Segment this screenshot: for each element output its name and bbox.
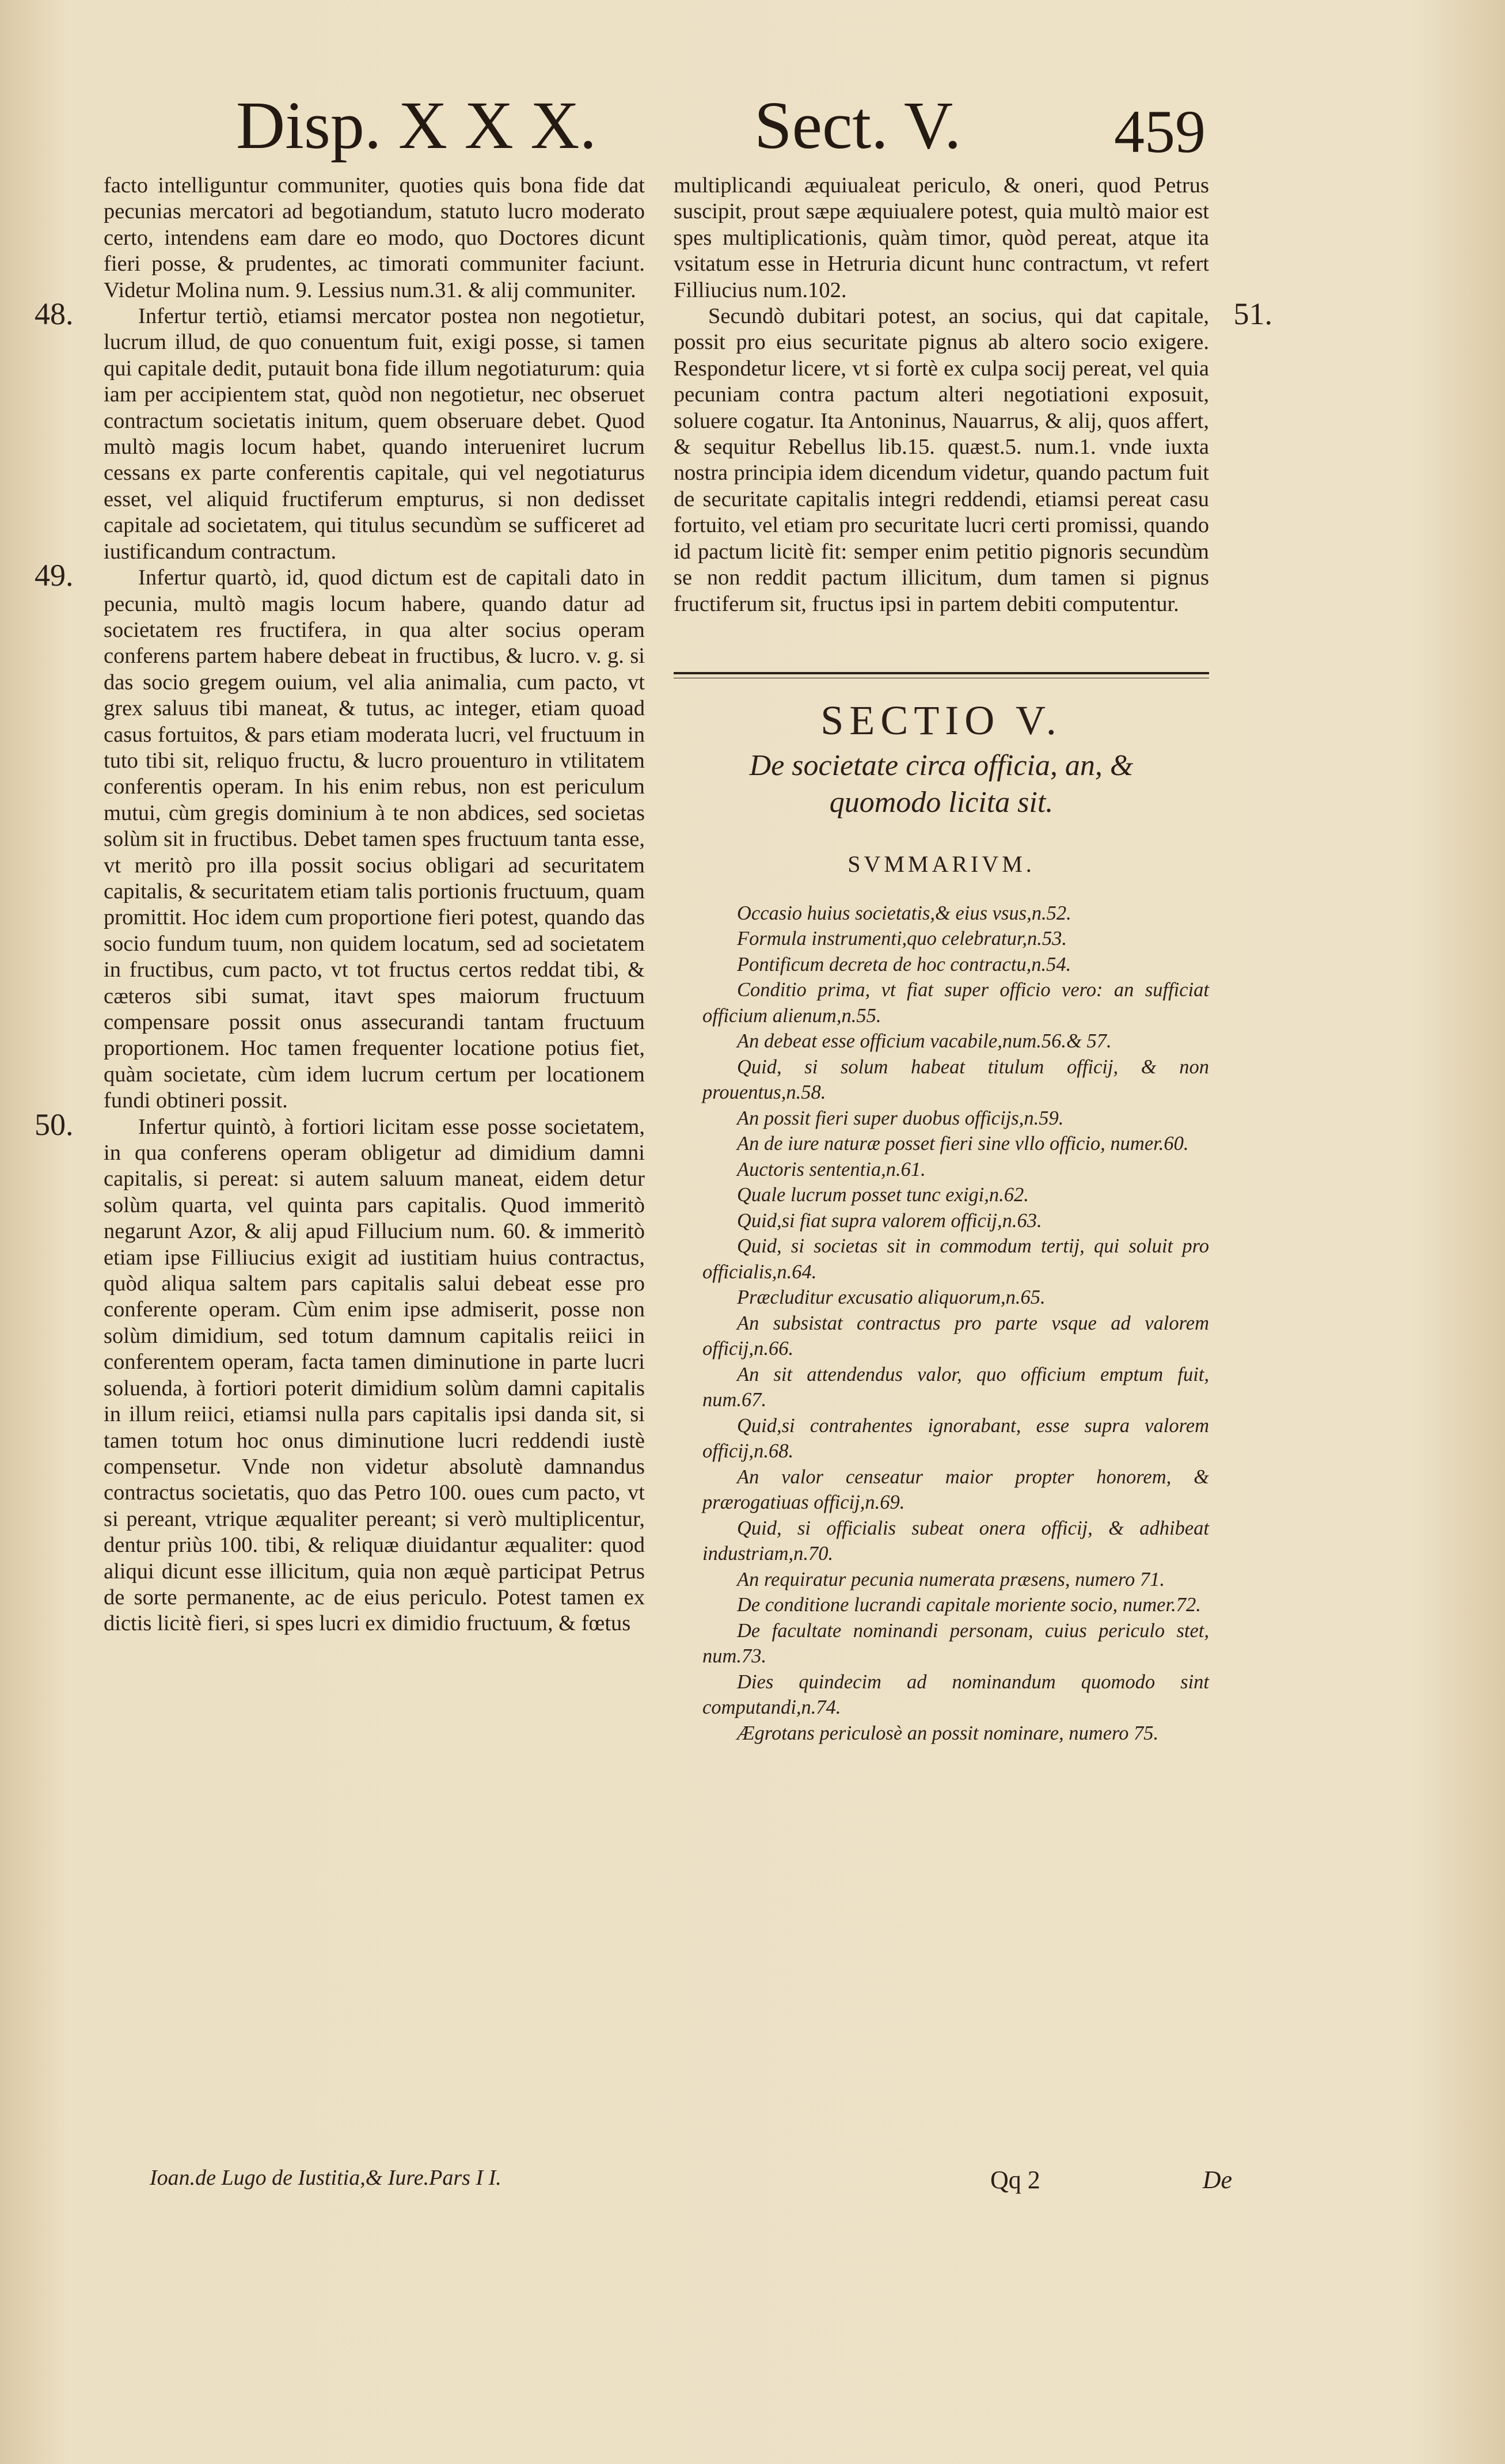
running-head-disputation: Disp. X X X.: [236, 88, 597, 163]
summary-item: Conditio prima, vt fiat super officio vero: an sufficiat officium alienum,n.55.: [702, 979, 1209, 1027]
margin-number: 50.: [35, 1107, 74, 1142]
margin-number: 51.: [1233, 297, 1272, 332]
margin-number: 49.: [35, 558, 74, 593]
summary-item: An valor censeatur maior propter honorem, & prærogatiuas officij,n.69.: [702, 1466, 1209, 1514]
running-head: [0, 86, 1505, 173]
summary-item: Quid, si solum habeat titulum officij, & non prouentus,n.58.: [702, 1056, 1209, 1104]
summary-item: Quale lucrum posset tunc exigi,n.62.: [737, 1184, 1029, 1206]
summary-item: An possit fieri super duobus officijs,n.59.: [737, 1107, 1064, 1129]
paragraph-text: Infertur tertiò, etiamsi mercator postea non negotietur, lucrum illud, de quo conuentum fuit, exigi posse, si tamen qui capitale dedit, putauit bona fide illum negotiaturum: quia iam per accipientem stat, quòd non negotietur, nec obseruet contractum societatis initum, quem obseruare debet. Quod multò magis locum habet, quando interueniret lucrum cessans ex parte conferentis capitale, qui vel negotiaturus esset, vel aliquid fructiferum empturus, si non dedisset capitale ad societatem, qui titulus secundùm se sufficeret ad iustificandum contractum.: [104, 304, 645, 564]
paragraph-49: [35, 558, 645, 1114]
summary-item: Præcluditur excusatio aliquorum,n.65.: [737, 1286, 1046, 1309]
summary-item: An requiratur pecunia numerata præsens, numero 71.: [737, 1568, 1165, 1590]
summary-heading: SVMMARIVM.: [847, 851, 1035, 878]
paragraph-51: [674, 297, 1272, 617]
paragraph-text: facto intelliguntur communiter, quoties quis bona fide dat pecunias mercatori ad begotiandum, statuto lucro moderato certo, intendens eam dare eo modo, quo Doctores dicunt fieri posse, & prudentes, ac timorati communiter faciunt. Videtur Molina num. 9. Lessius num.31. & alij communiter.: [104, 173, 645, 302]
summary-item: An sit attendendus valor, quo officium emptum fuit, num.67.: [702, 1363, 1209, 1411]
summary-item: De facultate nominandi personam, cuius periculo stet, num.73.: [702, 1619, 1209, 1668]
paragraph-text: multiplicandi æquiualeat periculo, & oneri, quod Petrus suscipit, prout sæpe æquiualere potest, quia multò maior est spes multiplicationis, quàm timor, quòd pereat, atque ita vsitatum esse in Hetruria dicunt hunc contractum, vt refert Filliucius num.102.: [674, 173, 1209, 302]
paragraph-text: Secundò dubitari potest, an socius, qui dat capitale, possit pro eius securitate pignus ab altero socio exigere. Respondetur licere, vt si fortè ex culpa socij pereat, vel quia pecuniam contra pactum alteri negotiationi exposuit, soluere cogatur. Ita Antoninus, Nauarrus, & alij, quos affert, & sequitur Rebellus lib.15. quæst.5. num.1. vnde iuxta nostra principia idem dicendum videtur, quando pactum fuit de securitate capitalis integri reddendi, etiamsi pereat casu fortuito, vel etiam pro securitate lucri certi promissi, quando id pactum licitè fit: semper enim petitio pignoris secundùm se non reddit pactum illicitum, dum tamen si pignus fructiferum sit, fructus ipsi in partem debiti computentur.: [674, 304, 1209, 616]
paragraph-text: Infertur quartò, id, quod dictum est de capitali dato in pecunia, multò magis locum habere, quando datur ad societatem res fructifera, in qua alter socius operam conferens partem habere debeat in fructibus, & lucro. v. g. si das socio gregem ouium, vel alia animalia, cum pacto, vt grex saluus tibi maneat, & tutus, ac integer, etiam quoad casus fortuitos, & pars etiam moderata lucri, vel fructuum in tuto tibi sit, reliquo fructu, & lucro prouenturo in vtilitatem conferentis operam. In his enim rebus, non est periculum mutui, cùm gregis dominium à te non abdices, sed societas solùm sit in fructibus. Debet tamen spes fructuum tanta esse, vt meritò pro illa possit socius obligari ad securitatem capitalis, & securitatem etiam talis portionis fructuum, quam promittit. Hoc idem cum proportione fieri potest, quando das socio fundum tuum, non quidem locatum, sed ad societatem in fructibus, cum pacto, vt tot fructus certos reddat tibi, & cæteros sibi sumat, itavt spes maiorum fructuum compensare possit onus assecurandi tantam fructuum proportionem. Hoc tamen frequenter locatione potius fiet, quàm societate, cùm idem lucrum certum per locationem fundi obtineri possit.: [104, 565, 645, 1113]
paragraph-48: [35, 297, 645, 565]
running-head-section: Sect. V.: [754, 88, 961, 163]
left-text-column: [35, 173, 645, 1637]
signature-mark: Qq 2: [990, 2166, 1040, 2194]
page-number: 459: [1114, 98, 1206, 165]
section-title: SECTIO V.: [820, 697, 1062, 743]
summary-item: Occasio huius societatis,& eius vsus,n.52.: [737, 902, 1071, 924]
summary-item: An subsistat contractus pro parte vsque ad valorem officij,n.66.: [702, 1312, 1209, 1360]
paragraph-text: Infertur quintò, à fortiori licitam esse posse societatem, in qua conferens operam obligetur ad dimidium damni capitalis, si pereat: si autem saluum maneat, eidem detur solùm quarta, vel quinta pars capitalis. Quod immeritò negarunt Azor, & alij apud Fillucium num. 60. & immeritò etiam ipse Filliucius exigit ad iustitiam huius contractus, quòd aliqua saltem pars capitalis salui debeat esse pro conferente operam. Cùm enim ipse admiserit, posse non solùm dimidium, sed totum damnum capitalis reiici in conferentem operam, facta tamen diminutione in parte lucri soluenda, à fortiori poterit dimidium solùm damni capitalis in illum reiici, etiamsi nulla pars capitalis ipsi danda sit, si tamen totum hoc onus diminutione lucri reddendi iustè compensetur. Vnde non videtur absolutè damnandus contractus societatis, quo das Petro 100. oues cum pacto, vt si pereant, vtrique æqualiter pereant; si verò multiplicentur, dentur priùs 100. tibi, & reliquæ diuidantur æqualiter: quod aliqui dicunt esse illicitum, quia non æquè participat Petrus de sorte permanente, ac de eius periculo. Potest tamen ex dictis licitè fieri, si spes lucri ex dimidio fructuum, & fœtus: [104, 1114, 645, 1636]
paragraph-50: [35, 1107, 645, 1637]
margin-number: 48.: [35, 297, 74, 332]
summary-item: Quid, si societas sit in commodum tertij, qui soluit pro officialis,n.64.: [702, 1235, 1209, 1283]
paragraph: [674, 173, 1209, 303]
summary-item: Quid,si contrahentes ignorabant, esse supra valorem officij,n.68.: [702, 1414, 1209, 1463]
section-divider: [674, 672, 1209, 674]
summary-item: An de iure naturæ posset fieri sine vllo officio, numer.60.: [737, 1133, 1189, 1155]
paragraph: [104, 173, 645, 303]
summary-item: Quid,si fiat supra valorem officij,n.63.: [737, 1209, 1042, 1232]
right-text-column: [674, 173, 1272, 1746]
summary-item: Dies quindecim ad nominandum quomodo sint computandi,n.74.: [702, 1670, 1209, 1719]
summary-item: Auctoris sententia,n.61.: [737, 1158, 926, 1180]
summary-item: Quid, si officialis subeat onera officij, & adhibeat industriam,n.70.: [702, 1517, 1209, 1565]
summary-item: Formula instrumenti,quo celebratur,n.53.: [737, 928, 1067, 950]
summary-item: An debeat esse officium vacabile,num.56.& 57.: [737, 1030, 1112, 1053]
summary-list: [674, 901, 1209, 1747]
summary-item: Pontificum decreta de hoc contractu,n.54.: [737, 953, 1071, 975]
summary-item: De conditione lucrandi capitale moriente socio, numer.72.: [737, 1594, 1201, 1616]
book-signature-line: Ioan.de Lugo de Iustitia,& Iure.Pars I I.: [150, 2166, 501, 2190]
catchword: De: [1202, 2166, 1232, 2194]
summary-item: Ægrotans periculosè an possit nominare, numero 75.: [737, 1722, 1159, 1744]
section-subtitle: De societate circa officia, an, & quomodo licita sit.: [749, 749, 1134, 819]
